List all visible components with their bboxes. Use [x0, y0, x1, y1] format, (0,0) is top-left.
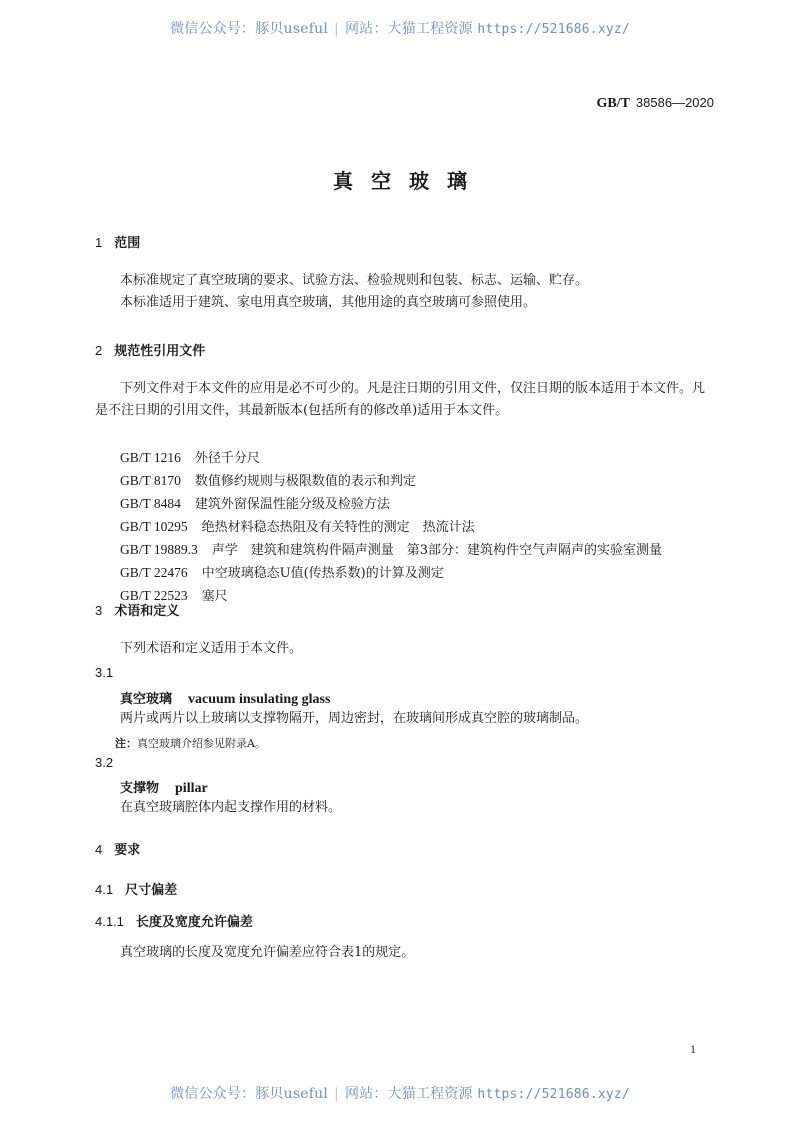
- watermark-wechat: 微信公众号：豚贝useful: [170, 1086, 329, 1102]
- reference-item: GB/T 22476 中空玻璃稳态U值(传热系数)的计算及测定: [120, 565, 444, 581]
- terms-intro: 下列术语和定义适用于本文件。: [120, 641, 303, 656]
- watermark-site-label: 网站：大猫工程资源: [344, 21, 473, 37]
- document-title: 真空玻璃: [333, 169, 485, 193]
- watermark-bottom: [0, 1083, 800, 1103]
- subsection-heading-dimension: 4.1 尺寸偏差: [95, 882, 178, 898]
- section-heading-requirements: 4 要求: [95, 842, 141, 858]
- term-definition: 两片或两片以上玻璃以支撑物隔开，周边密封，在玻璃间形成真空腔的玻璃制品。: [120, 711, 589, 726]
- section-heading-terms: 3 术语和定义: [95, 603, 180, 619]
- term-note: 注：真空玻璃介绍参见附录A。: [115, 737, 266, 750]
- watermark-top: [0, 18, 800, 38]
- standard-number: [596, 95, 714, 112]
- subsubsection-heading-length-width: 4.1.1 长度及宽度允许偏差: [95, 914, 253, 930]
- page-number: 1: [690, 1042, 696, 1056]
- reference-item: GB/T 1216 外径千分尺: [120, 450, 260, 466]
- scope-paragraph-1: 本标准规定了真空玻璃的要求、试验方法、检验规则和包装、标志、运输、贮存。: [120, 273, 589, 288]
- standard-code: 38586—2020: [635, 95, 714, 110]
- term-title: 支撑物 pillar: [120, 781, 208, 796]
- watermark-site-label: 网站：大猫工程资源: [344, 1086, 473, 1102]
- term-number: 3.2: [95, 755, 114, 770]
- watermark-separator: |: [334, 1086, 339, 1102]
- requirement-paragraph: 真空玻璃的长度及宽度允许偏差应符合表1的规定。: [120, 945, 415, 960]
- normative-refs-intro: 下列文件对于本文件的应用是必不可少的。凡是注日期的引用文件，仅注日期的版本适用于本文件。凡是不注日期的引用文件，其最新版本(包括所有的修改单)适用于本文件。: [95, 381, 706, 418]
- reference-item: GB/T 8170 数值修约规则与极限数值的表示和判定: [120, 473, 416, 489]
- term-number: 3.1: [95, 665, 114, 680]
- standard-prefix: GB/T: [596, 96, 630, 111]
- term-definition: 在真空玻璃腔体内起支撑作用的材料。: [120, 800, 342, 815]
- watermark-url[interactable]: https://521686.xyz/: [477, 1087, 630, 1102]
- reference-item: GB/T 10295 绝热材料稳态热阻及有关特性的测定 热流计法: [120, 519, 475, 535]
- term-title: 真空玻璃 vacuum insulating glass: [120, 692, 331, 707]
- watermark-wechat: 微信公众号：豚贝useful: [170, 21, 329, 37]
- watermark-separator: |: [334, 21, 339, 37]
- section-heading-normative-refs: 2 规范性引用文件: [95, 343, 206, 359]
- reference-item: GB/T 22523 塞尺: [120, 588, 228, 604]
- reference-item: GB/T 8484 建筑外窗保温性能分级及检验方法: [120, 496, 390, 512]
- scope-paragraph-2: 本标准适用于建筑、家电用真空玻璃，其他用途的真空玻璃可参照使用。: [120, 295, 537, 310]
- watermark-url[interactable]: https://521686.xyz/: [477, 22, 630, 37]
- reference-item: GB/T 19889.3 声学 建筑和建筑构件隔声测量 第3部分：建筑构件空气声隔声的实验室测量: [120, 542, 663, 558]
- section-heading-scope: 1 范围: [95, 235, 141, 251]
